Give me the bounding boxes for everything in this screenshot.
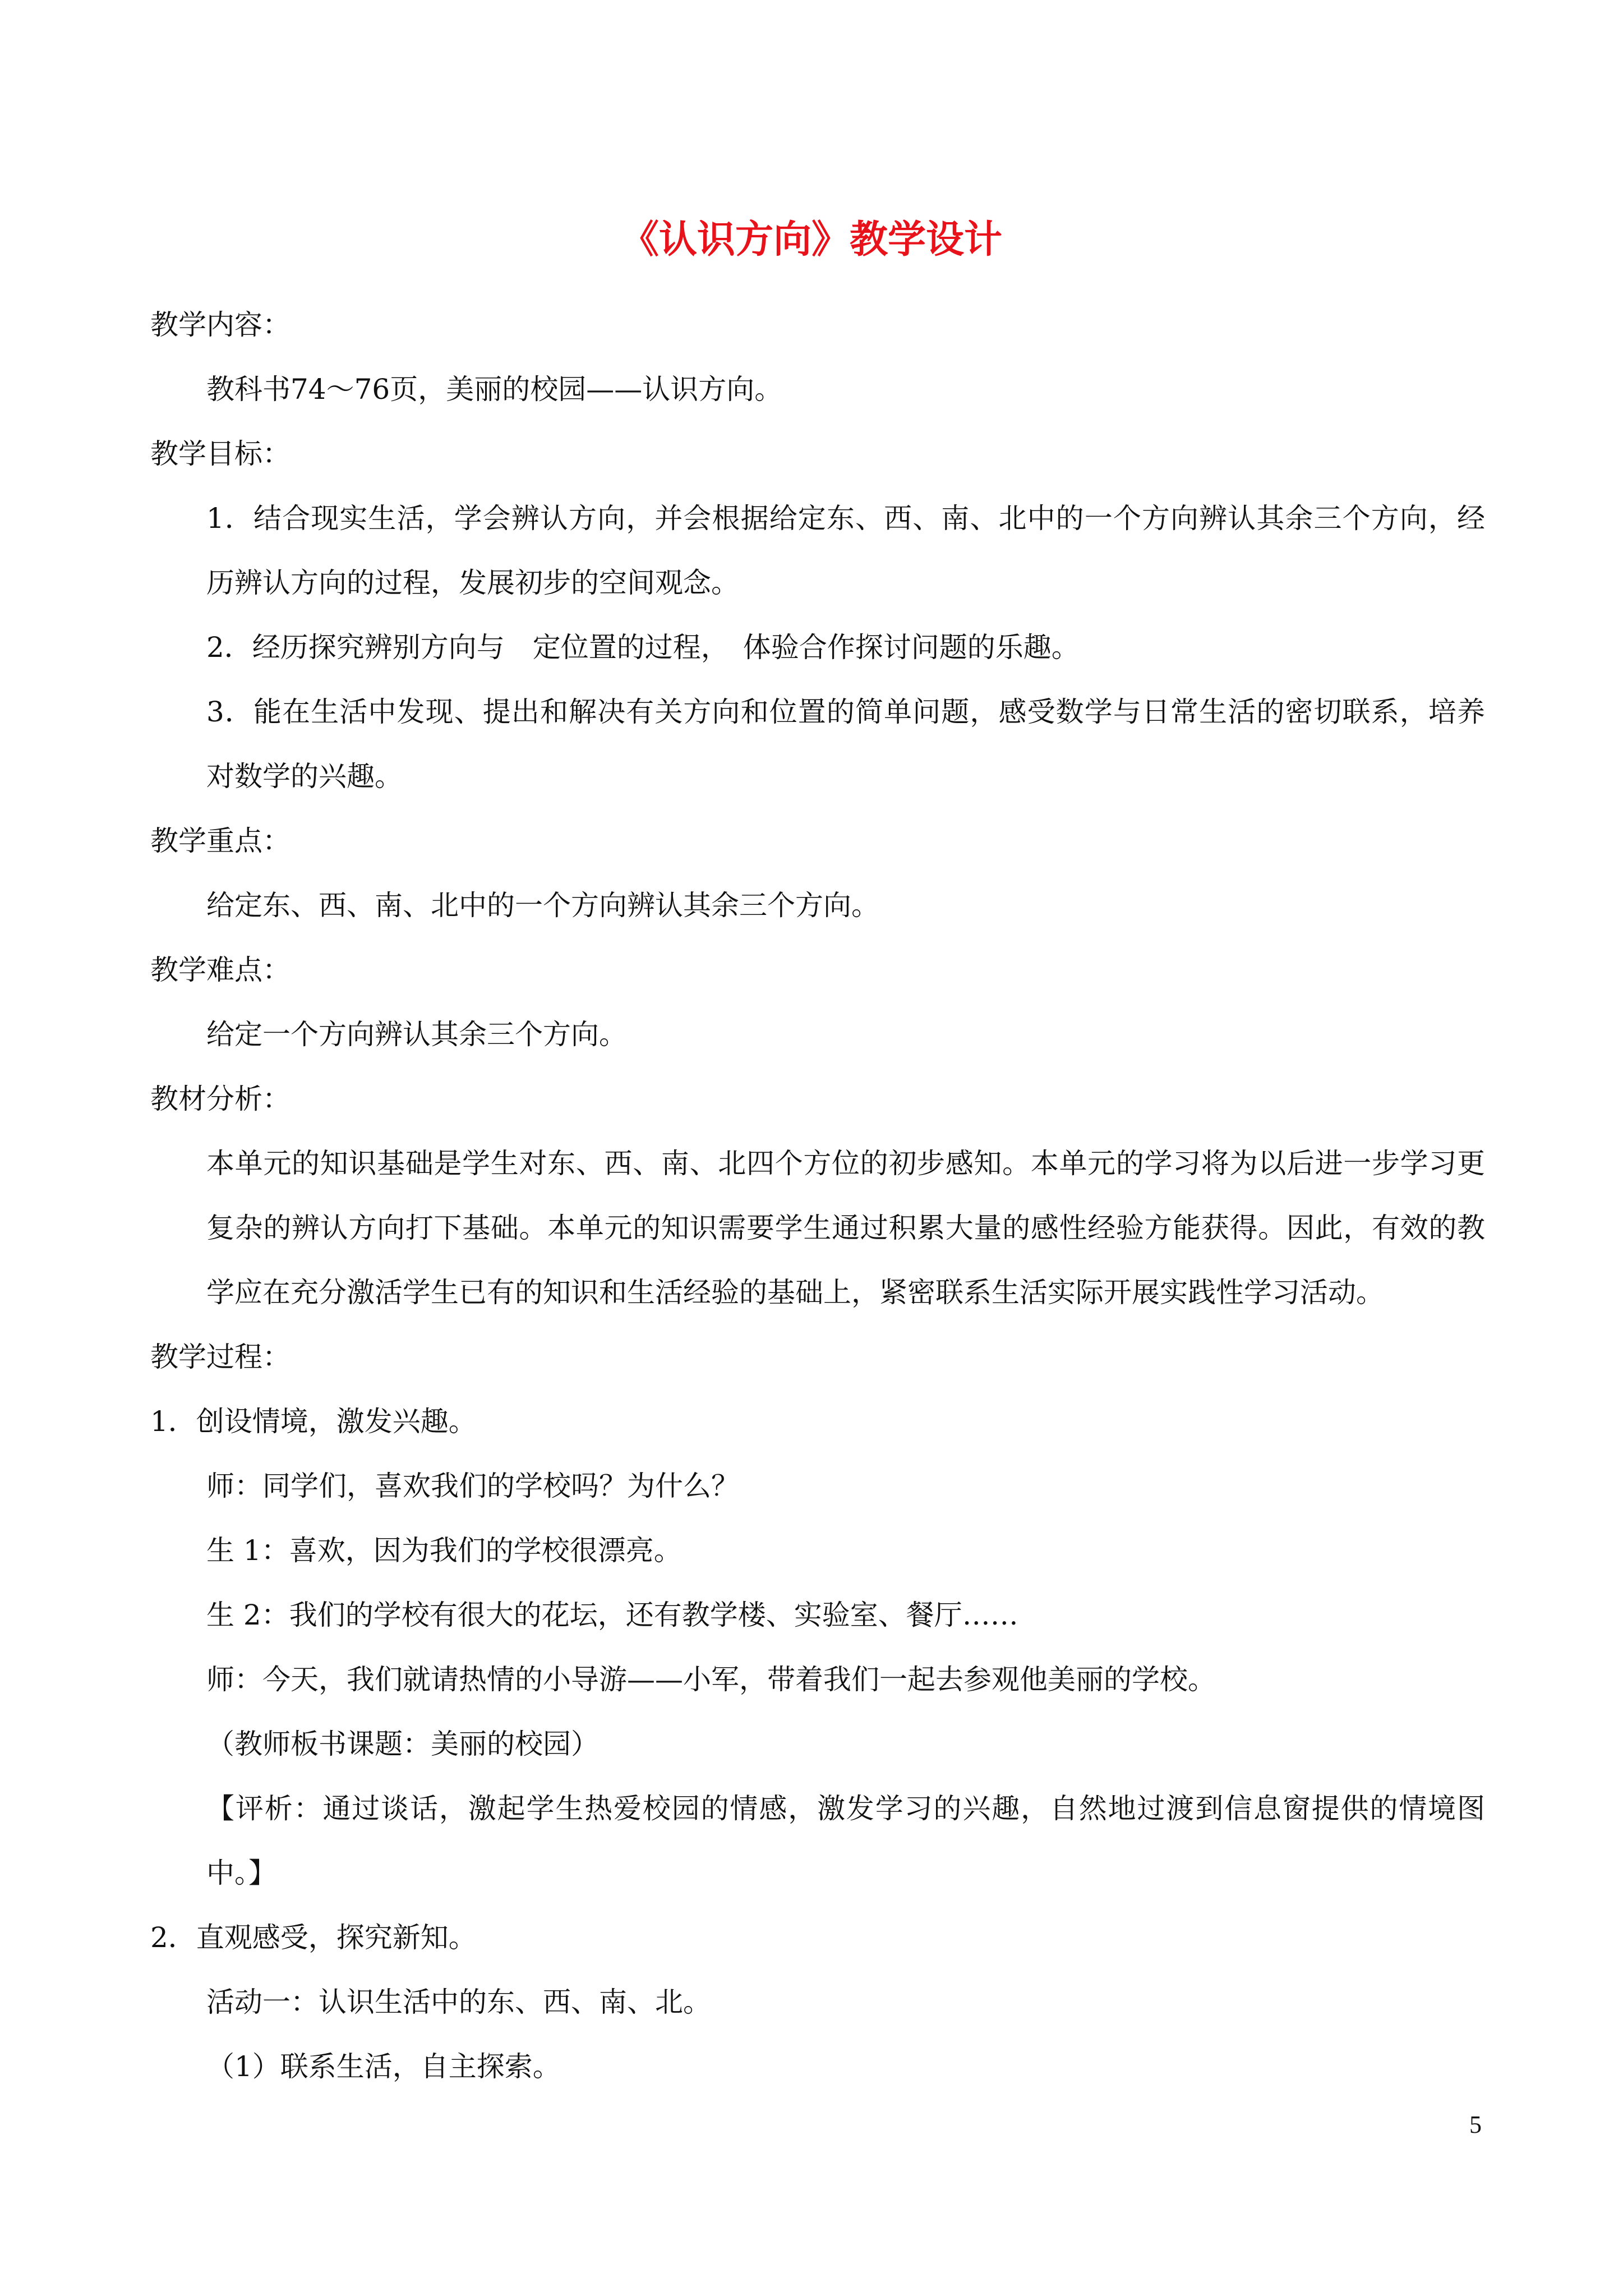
document-body <box>150 293 1485 2099</box>
analysis-text: 本单元的知识基础是学生对东、西、南、北四个方位的初步感知。本单元的学习将为以后进一步学习更复杂的辨认方向打下基础。本单元的知识需要学生通过积累大量的感性经验方能获得。因此，有效的教学应在充分激活学生已有的知识和生活经验的基础上，紧密联系生活实际开展实践性学习活动。 <box>206 1147 1485 1309</box>
dialogue-line: 师：同学们，喜欢我们的学校吗？为什么？ <box>206 1470 739 1502</box>
document-title: 《认识方向》教学设计 <box>620 218 1002 262</box>
goal-2: 2．经历探究辨别方向与 定位置的过程， 体验合作探讨问题的乐趣。 <box>206 631 1080 664</box>
heading-key-point: 教学重点： <box>150 825 291 857</box>
heading-difficulty: 教学难点： <box>150 954 291 986</box>
board-note: （教师板书课题：美丽的校园） <box>206 1728 599 1760</box>
content-text: 教科书74～76页，美丽的校园——认识方向。 <box>206 373 783 406</box>
sub-step: （1）联系生活，自主探索。 <box>206 2050 561 2083</box>
dialogue-line: 师：今天，我们就请热情的小导游——小军，带着我们一起去参观他美丽的学校。 <box>206 1663 1216 1696</box>
page-number: 5 <box>1469 2111 1482 2138</box>
dialogue-line: 生 1：喜欢，因为我们的学校很漂亮。 <box>206 1534 682 1567</box>
dialogue-line: 生 2：我们的学校有很大的花坛，还有教学楼、实验室、餐厅…… <box>206 1599 1018 1631</box>
heading-process: 教学过程： <box>150 1341 291 1373</box>
activity-heading: 活动一：认识生活中的东、西、南、北。 <box>206 1986 711 2018</box>
goal-3: 3．能在生活中发现、提出和解决有关方向和位置的简单问题，感受数学与日常生活的密切联系，培养对数学的兴趣。 <box>206 696 1485 793</box>
heading-goals: 教学目标： <box>150 438 291 470</box>
key-point-text: 给定东、西、南、北中的一个方向辨认其余三个方向。 <box>206 889 879 922</box>
commentary: 【评析：通过谈话，激起学生热爱校园的情感，激发学习的兴趣，自然地过渡到信息窗提供的情境图中。】 <box>206 1792 1485 1889</box>
goal-1: 1．结合现实生活，学会辨认方向，并会根据给定东、西、南、北中的一个方向辨认其余三个方向，经历辨认方向的过程，发展初步的空间观念。 <box>206 502 1485 599</box>
difficulty-text: 给定一个方向辨认其余三个方向。 <box>206 1018 627 1051</box>
heading-content: 教学内容： <box>150 309 291 341</box>
step-1-heading: 1．创设情境，激发兴趣。 <box>150 1405 477 1438</box>
heading-analysis: 教材分析： <box>150 1083 291 1115</box>
step-2-heading: 2．直观感受，探究新知。 <box>150 1921 477 1954</box>
